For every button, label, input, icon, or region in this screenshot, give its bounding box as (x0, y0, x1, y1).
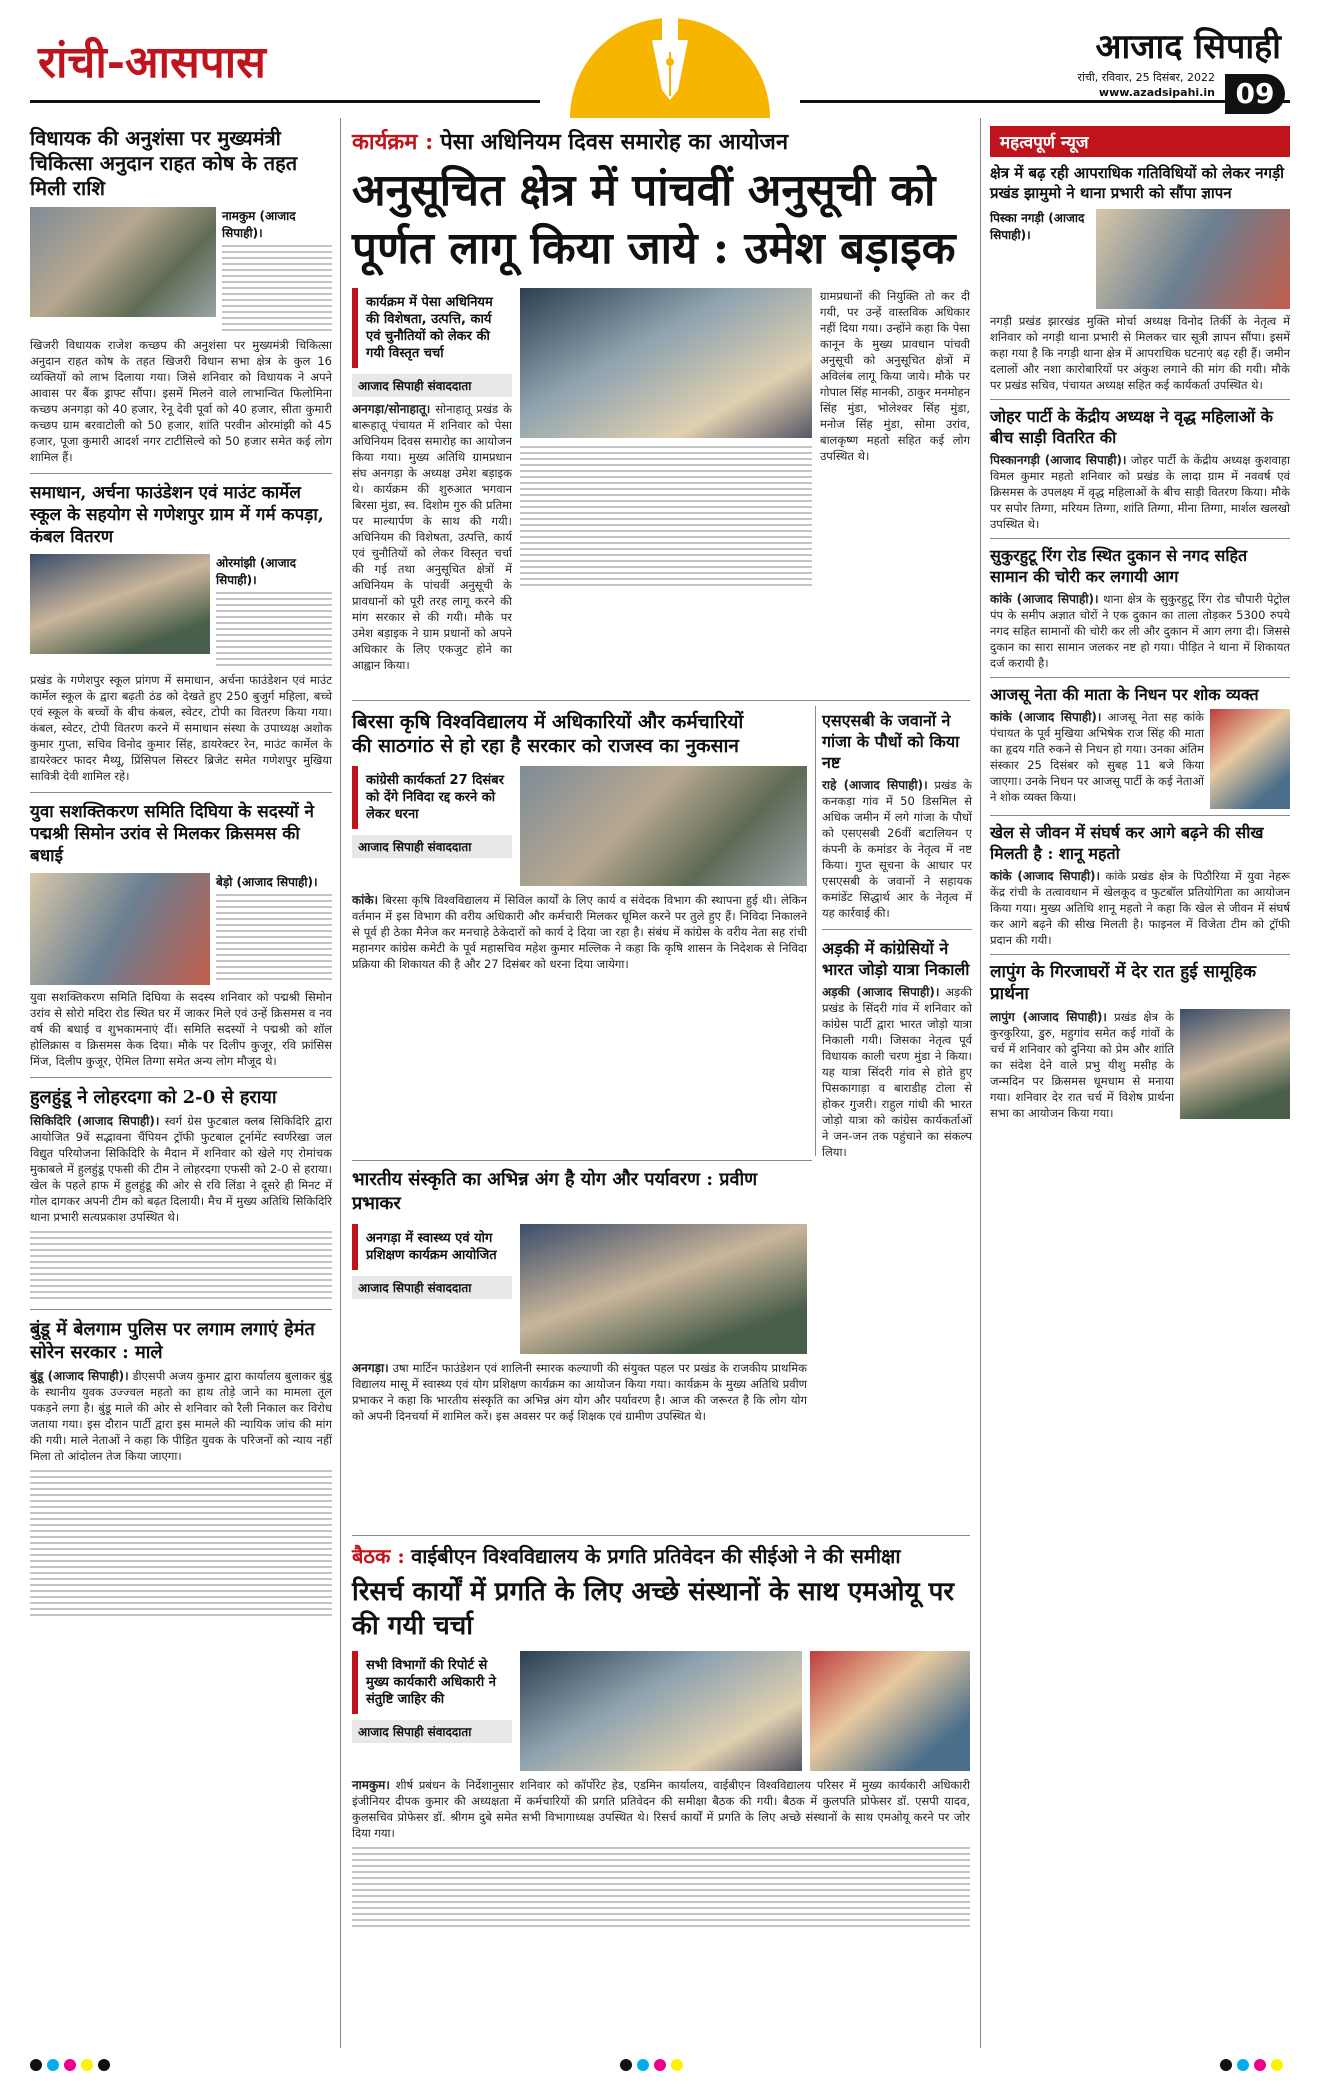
story-kicker: बैठक : (352, 1544, 405, 1568)
story-body: जोहर पार्टी के केंद्रीय अध्यक्ष कुशवाहा विमल कुमार महतो शनिवार को प्रखंड के लादा ग्राम में नववर्ष एवं क्रिसमस के उपलक्ष्य में वृद्ध महिलाओं के बीच साड़ी वितरण किया। मौके पर सपोर तिग्गा, मरियम तिग्गा, शांति तिग्गा, मीना तिग्गा, मार्शल खलखो उपस्थित थे। (990, 453, 1291, 531)
story-headline: भारतीय संस्कृति का अभिन्न अंग है योग और पर्यावरण : प्रवीण प्रभाकर (352, 1169, 758, 1214)
dateline-meta (1078, 70, 1215, 100)
column-divider (980, 118, 981, 2048)
masthead-date: रांची, रविवार, 25 दिसंबर, 2022 (1077, 71, 1215, 84)
story-dateline: कांके। (352, 893, 379, 907)
masthead-website: www.azadsipahi.in (1098, 86, 1215, 99)
story-body: आजसू नेता सह कांके पंचायत के पूर्व मुखिया अभिषेक राज सिंह की माता का हृदय गति रुकने से निधन हो गया। उनका अंतिम संस्कार 25 दिसंबर को सुबह 11 बजे किया जाएगा। उनके निधन पर आजसू पार्टी के कई नेताओं ने शोक व्यक्त किया। (990, 710, 1205, 804)
lead-body: सोनाहातू प्रखंड के बारूहातू पंचायत में शनिवार को पेसा अधिनियम दिवस समारोह का आयोजन किया गया। मुख्य अतिथि ग्रामप्रधान संघ अनगड़ा के अध्यक्ष उमेश बड़ाइक थे। कार्यक्रम की शुरुआत भगवान बिरसा मुंडा, स्व. दिशोम गुरु की प्रतिमा पर माल्यार्पण के साथ की गयी। अधिनियम की विशेषता, उत्पत्ति, कार्य एवं चुनौतियों को लेकर विस्तृत चर्चा की गई तथा अनुसूचित क्षेत्रों में अधिनियम के पांचवीं अनुसूची के प्रावधानों को पूरी तरह लागू करने की मांग सरकार से की गयी। मौके पर उमेश बड़ाइक ने ग्राम प्रधानों को अपने अधिकार के लिए एकजुट होने का आह्वान किया। (352, 402, 512, 672)
lead-photo (520, 288, 812, 438)
text-lines (216, 592, 332, 668)
story-dateline: अनगड़ा। (352, 1361, 389, 1375)
story-body: प्रखंड क्षेत्र के कुरकुरिया, डुरु, महुगांव समेत कई गांवों के चर्च में शनिवार को दुनिया को प्रेम और शांति का संदेश देने वाले प्रभु यीशु मसीह के जन्मदिन पर क्रिसमस धूमधाम से मनाया गया। शनिवार देर रात चर्च में विशेष प्रार्थना सभा का आयोजन किया गया। (990, 1010, 1175, 1120)
story-divider (352, 700, 970, 701)
pen-nib-logo (570, 0, 770, 118)
page-number: 09 (1225, 74, 1285, 114)
story-divider (990, 538, 1290, 539)
story-headline: समाधान, अर्चना फाउंडेशन एवं माउंट कार्मेल स्कूल के सहयोग से गणेशपुर ग्राम में गर्म कपड़ा, कंबल वितरण (30, 483, 324, 547)
story-divider (822, 929, 972, 930)
story-photo (810, 1651, 970, 1771)
story-headline-line1: बिरसा कृषि विश्वविद्यालय में अधिकारियों और कर्मचारियों (352, 711, 744, 733)
story-dateline: अड़की (आजाद सिपाही)। (822, 985, 940, 999)
story-dateline: लापुंग (आजाद सिपाही)। (990, 1010, 1107, 1024)
story-headline: जोहर पार्टी के केंद्रीय अध्यक्ष ने वृद्ध महिलाओं के बीच साड़ी वितरित की (990, 407, 1273, 447)
print-registration-marks (1220, 2059, 1283, 2073)
story-body: नगड़ी प्रखंड झारखंड मुक्ति मोर्चा अध्यक्ष विनोद तिर्की के नेतृत्व में शनिवार को नगड़ी थाना प्रभारी से मिलकर चार सूत्री ज्ञापन सौंपा। इसमें कहा गया है कि नगड़ी थाना क्षेत्र में आपराधिक घटनाएं बढ़ रही हैं। जमीन दलालों और नशा कारोबारियों पर अंकुश लगाने की मांग की गयी। मौके पर प्रखंड सचिव, पंचायत अध्यक्ष सहित कई कार्यकर्ता उपस्थित थे। (990, 314, 1290, 392)
masthead-rule (30, 100, 540, 103)
story-dateline: सिकिदिरि (आजाद सिपाही)। (30, 1114, 160, 1128)
story-reporter: आजाद सिपाही संवाददाता (352, 835, 512, 858)
story-dateline: पिस्कानगड़ी (आजाद सिपाही)। (990, 453, 1127, 467)
story-photo (30, 554, 210, 654)
story-divider (990, 815, 1290, 816)
story-body: अड़की प्रखंड के सिंदरी गांव में शनिवार को कांग्रेस पार्टी द्वारा भारत जोड़ो यात्रा निकाली गयी। जिसका नेतृत्व पूर्व विधायक काली चरण मुंडा ने किया। यह यात्रा सिंदरी गांव से होते हुए पिसकागाड़ा व बाराडीह टोला से होकर गुजरी। राहुल गांधी की भारत जोड़ो यात्रा को कांग्रेस कार्यकर्ताओं ने जन-जन तक पहुंचाने का संकल्प लिया। (822, 985, 973, 1159)
story-divider (30, 473, 332, 474)
story-photo (30, 873, 210, 985)
narrow-column (822, 710, 972, 1160)
portrait-photo (1210, 709, 1290, 809)
story-photo (1180, 1009, 1290, 1119)
story-body: प्रखंड के गणेशपुर स्कूल प्रांगण में समाधान, अर्चना फाउंडेशन एवं माउंट कार्मेल स्कूल के द्वारा बढ़ती ठंड को देखते हुए 250 बुजुर्ग महिला, बच्चे एवं स्कूल के बच्चों के बीच कंबल, स्वेटर, टोपी का वितरण किया गया। कंबल, स्वेटर, टोपी वितरण करने में समाधान संस्था के उपाध्यक्ष अशोक कुमार गुप्ता, सचिव विनोद कुमार सिंह, डायरेक्टर रेन, माउंट कार्मेल के डायरेक्टर फादर मैथ्यू, प्रिंसिपल सिस्टर ब्रिजेट समेत गणेशपुर मुखिया सावित्री देवी शामिल रहे। (30, 673, 332, 783)
lead-dateline: अनगड़ा/सोनाहातू। (352, 402, 431, 416)
story-divider (352, 1535, 970, 1536)
story-callout: कांग्रेसी कार्यकर्ता 27 दिसंबर को देंगे निविदा रद्द करने को लेकर धरना (352, 766, 512, 829)
sidebar (990, 126, 1290, 1121)
story-divider (990, 954, 1290, 955)
story-headline-line2: की साठगांठ से हो रहा है सरकार को राजस्व का नुकसान (352, 735, 739, 757)
lead-callout: कार्यक्रम में पेसा अधिनियम की विशेषता, उत्पत्ति, कार्य एवं चुनौतियों को लेकर की गयी विस्तृत चर्चा (352, 288, 512, 368)
print-registration-marks (30, 2059, 110, 2073)
lead-story (352, 126, 970, 673)
story-body: डीएसपी अजय कुमार द्वारा कार्यालय बुलाकर बुंडू के स्थानीय युवक उज्ज्वल महतो का हाथ तोड़े जाने का मामला तूल पकड़ने लगा है। बुंडू माले की ओर से शनिवार को रैली निकाल कर विरोध जताया गया। इस दौरान पार्टी द्वारा इस मामले की न्यायिक जांच की मांग की गयी। माले नेताओं ने कहा कि पीड़ित युवक के परिजनों को न्याय नहीं मिला तो आंदोलन तेज किया जाएगा। (30, 1369, 333, 1463)
lead-reporter: आजाद सिपाही संवाददाता (352, 374, 512, 397)
story-headline: युवा सशक्तिकरण समिति दिघिया के सदस्यों ने पद्मश्री सिमोन उरांव से मिलकर क्रिसमस की बधाई (30, 802, 314, 866)
story-headline: एसएसबी के जवानों ने गांजा के पौधों को किया नष्ट (822, 711, 960, 772)
story-callout: सभी विभागों की रिपोर्ट से मुख्य कार्यकारी अधिकारी ने संतुष्टि जाहिर की (352, 1651, 512, 1714)
story-dateline: कांके (आजाद सिपाही)। (990, 869, 1101, 883)
story-divider (30, 792, 332, 793)
story-dateline: बेड़ो (आजाद सिपाही)। (216, 875, 318, 889)
story-divider (990, 399, 1290, 400)
story-reporter: आजाद सिपाही संवाददाता (352, 1720, 512, 1743)
story-headline: अड़की में कांग्रेसियों ने भारत जोड़ो यात्रा निकाली (822, 939, 970, 979)
column-divider (340, 118, 341, 2048)
left-column (30, 126, 332, 1620)
story-photo (1096, 209, 1290, 309)
story-headline: आजसू नेता की माता के निधन पर शोक व्यक्त (990, 685, 1259, 704)
story-dateline: ओरमांझी (आजाद सिपाही)। (216, 556, 296, 587)
story-headline: बुंडू में बेलगाम पुलिस पर लगाम लगाएं हेमंत सोरेन सरकार : माले (30, 1319, 315, 1363)
story-headline: हुलहुंडू ने लोहरदगा को 2-0 से हराया (30, 1087, 277, 1108)
birsa-story (352, 710, 807, 972)
lead-headline-line1: अनुसूचित क्षेत्र में पांचवीं अनुसूची को (352, 165, 936, 216)
story-dateline: कांके (आजाद सिपाही)। (990, 710, 1102, 724)
story-body: शीर्ष प्रबंधन के निर्देशानुसार शनिवार को कॉर्पोरेट हेड, एडमिन कार्यालय, वाईबीएन विश्वविद्यालय परिसर में मुख्य कार्यकारी अधिकारी इंजीनियर दीपक कुमार की अध्यक्षता में कर्मचारियों की प्रगति प्रतिवेदन की समीक्षा बैठक की गयी। बैठक में कुलपति प्रोफेसर डॉ. एसपी यादव, कुलसचिव प्रोफेसर डॉ. श्रीगम दुबे समेत सभी विभागाध्यक्ष उपस्थित थे। रिसर्च कार्यों में प्रगति के लिए अच्छे संस्थानों के साथ एमओयू करने पर जोर दिया गया। (352, 1778, 971, 1840)
story-dateline: राहे (आजाद सिपाही)। (822, 778, 928, 792)
lead-headline-line2: पूर्णत लागू किया जाये : उमेश बड़ाइक (352, 223, 956, 274)
text-lines (520, 446, 812, 586)
yoga-story (352, 1168, 807, 1424)
text-lines (222, 245, 332, 333)
story-photo (520, 1224, 807, 1354)
story-headline: विधायक की अनुशंसा पर मुख्यमंत्री चिकित्सा अनुदान राहत कोष के तहत मिली राशि (30, 126, 298, 200)
masthead-rule (800, 100, 1290, 103)
story-dateline: बुंडू (आजाद सिपाही)। (30, 1369, 129, 1383)
story-photo (30, 207, 216, 317)
story-body: युवा सशक्तिकरण समिति दिघिया के सदस्य शनिवार को पद्मश्री सिमोन उरांव से सोरो मदिरा रोड स्थित घर में जाकर मिले एवं उन्हें क्रिसमस व नव वर्ष की बधाई व शुभकामनाएं दीं। समिति सदस्यों ने पद्मश्री को शॉल होलिक्रास व क्रिसमस केक दिया। मौके पर दिलीप कुजूर, रवि फ्रांसिस मिंज, दिलीप कुजूर, ऐमिल तिग्गा समेत अन्य लोग मौजूद थे। (30, 990, 332, 1068)
story-headline: क्षेत्र में बढ़ रही आपराधिक गतिविधियों को लेकर नगड़ी प्रखंड झामुमो ने थाना प्रभारी को सौंपा ज्ञापन (990, 164, 1284, 202)
story-headline: खेल से जीवन में संघर्ष कर आगे बढ़ने की सीख मिलती है : शानू महतो (990, 823, 1264, 863)
text-lines (216, 894, 332, 982)
story-body: कांके प्रखंड क्षेत्र के पिठौरिया में युवा नेहरू केंद्र रांची के तत्वावधान में खेलकूद व फुटबॉल प्रतियोगिता का आयोजन किया गया। मुख्य अतिथि शानू महतो ने कहा कि खेल से जीवन में संघर्ष कर आगे बढ़ने की सीख मिलती है। फाइनल में विजेता टीम को ट्रॉफी प्रदान की गयी। (990, 869, 1291, 947)
story-photo (520, 766, 807, 886)
story-divider (30, 1077, 332, 1078)
story-callout: अनगड़ा में स्वास्थ्य एवं योग प्रशिक्षण कार्यक्रम आयोजित (352, 1224, 512, 1270)
section-title: रांची-आसपास (38, 37, 266, 88)
column-divider (815, 706, 816, 1156)
story-headline: सुकुरहुटू रिंग रोड स्थित दुकान से नगद सहित सामान की चोरी कर लगायी आग (990, 546, 1248, 586)
story-divider (30, 1309, 332, 1310)
text-lines (30, 1231, 332, 1301)
ybn-story (352, 1542, 970, 1927)
story-photo (520, 1651, 802, 1771)
text-lines (352, 1847, 970, 1927)
story-body: प्रखंड के कनकड़ा गांव में 50 डिसमिल से अधिक जमीन में लगे गांजा के पौधों को एसएसबी 26वीं बटालियन ए कंपनी के कमांडर के नेतृत्व में नष्ट किया। गुप्त सूचना के आधार पर एसएसबी के जवानों ने सहायक कमांडेंट सिद्धार्थ आर के नेतृत्व में यह कार्रवाई की। (822, 778, 973, 920)
text-lines (30, 1470, 332, 1620)
sidebar-heading: महत्वपूर्ण न्यूज (990, 126, 1290, 157)
story-kicker-rest: वाईबीएन विश्वविद्यालय के प्रगति प्रतिवेदन की सीईओ ने की समीक्षा (411, 1544, 901, 1568)
print-registration-marks (620, 2059, 683, 2073)
lead-body-continued: ग्रामप्रधानों की नियुक्ति तो कर दी गयी, पर उन्हें वास्तविक अधिकार नहीं दिया गया। उन्होंने कहा कि पेसा कानून के मुख्य प्रावधान पांचवी अनुसूची को अनुसूचित क्षेत्रों में अविलंब लागू किया जाये। मौके पर गोपाल सिंह मानकी, ठाकुर मनमोहन सिंह मुंडा, भोलेश्वर सिंह मुंडा, मनोज सिंह मुंडा, सोमा उरांव, बालकृष्ण महतो सहित कई लोग उपस्थित थे। (820, 289, 970, 463)
story-divider (990, 677, 1290, 678)
lead-kicker-rest: पेसा अधिनियम दिवस समारोह का आयोजन (440, 129, 789, 155)
story-body: स्वर्ग ग्रेस फुटबाल क्लब सिकिदिरि द्वारा आयोजित 9वें सद्भावना चैंपियन ट्रॉफी फुटबाल टूर्नामेंट स्वर्णरेखा जल विद्युत परियोजना सिकिदिरि के मैदान में शनिवार को खेले गए रोमांचक मुकाबले में हुलहुंडू एफसी की टीम ने लोहरदगा एफसी को 2-0 से हराया। खेल के पहले हाफ में हुलहुंडू की ओर से रवि लिंडा ने दूसरे ही मिनट में गोल दागकर अपनी टीम को बढ़त दिलायी। मैच में मुख्य अतिथि सिकिदिरि थाना प्रभारी सत्यप्रकाश उपस्थित थे। (30, 1114, 333, 1224)
story-dateline: पिस्का नगड़ी (आजाद सिपाही)। (990, 211, 1085, 242)
story-divider (352, 1160, 812, 1161)
story-body: थाना क्षेत्र के सुकुरहुटू रिंग रोड चौपारी पेट्रोल पंप के समीप अज्ञात चोरों ने एक दुकान का ताला तोड़कर 5300 रुपये नगद सहित सामानों की चोरी कर ली और दुकान में आग लगा दी। जिससे दुकान का सारा सामान जलकर नष्ट हो गया। पीड़ित ने थाना में शिकायत दर्ज करायी है। (990, 592, 1291, 670)
story-body: खिजरी विधायक राजेश कच्छप की अनुशंसा पर मुख्यमंत्री चिकित्सा अनुदान राहत कोष के तहत खिजरी विधान सभा क्षेत्र के कुल 16 व्यक्तियों को लाभ दिलाया गया। जिसे शनिवार को विधायक ने अपने आवास पर बैंक ड्राफ्ट सौंपा। इसमें मिलने वाले लाभान्वित फिलोमिना कच्छप अनगड़ा को 40 हजार, रेनू देवी पूर्वा को 40 हजार, सीता कुमारी कच्छप ग्राम बरवाटोली को 50 हजार, शांति परवीन ओरमांझी को 45 हजार, पूजा कुमारी आदर्श नगर टाटीसिल्वे को 50 हजार समेत कई लोग शामिल हैं। (30, 338, 332, 464)
story-dateline: नामकुम। (352, 1778, 390, 1792)
lead-kicker: कार्यक्रम : (352, 129, 434, 155)
story-body: बिरसा कृषि विश्वविद्यालय में सिविल कार्यों के लिए कार्य व संवेदक विभाग की स्थापना हुई थी। लेकिन वर्तमान में इस विभाग की वरीय अधिकारी और कर्मचारी मिलकर धूमिल करने पर तुले हुए हैं। निविदा निकालने से पूर्व ही ठेका मैनेज कर मनचाहे ठेकेदारों को कार्य दे दिया जा रहा है। संबंध में कांग्रेस के वरीय नेता सह रांची महानगर कांग्रेस कमेटी के पूर्व महासचिव महेश कुमार मल्लिक ने कहा कि कृषि शासन के निदेशक से निविदा प्रक्रिया की शिकायत की है और 27 दिसंबर को धरना दिया जायेगा। (352, 893, 808, 971)
paper-name: आजाद सिपाही (1095, 27, 1281, 67)
story-headline: रिसर्च कार्यों में प्रगति के लिए अच्छे संस्थानों के साथ एमओयू पर की गयी चर्चा (352, 1577, 955, 1641)
story-reporter: आजाद सिपाही संवाददाता (352, 1276, 512, 1299)
story-headline: लापुंग के गिरजाघरों में देर रात हुई सामूहिक प्रार्थना (990, 962, 1257, 1004)
story-dateline: कांके (आजाद सिपाही)। (990, 592, 1099, 606)
story-dateline: नामकुम (आजाद सिपाही)। (222, 209, 296, 240)
story-body: उषा मार्टिन फाउंडेशन एवं शालिनी स्मारक कल्याणी की संयुक्त पहल पर प्रखंड के राजकीय प्राथमिक विद्यालय मासू में स्वास्थ्य एवं योग प्रशिक्षण कार्यक्रम का आयोजन किया गया। कार्यक्रम के मुख्य अतिथि प्रवीण प्रभाकर ने कहा कि भारतीय संस्कृति का अभिन्न अंग योग और पर्यावरण है। आज की जरूरत है कि लोग योग को अपनी दिनचर्या में शामिल करें। इस अवसर पर कई शिक्षक एवं ग्रामीण उपस्थित थे। (352, 1361, 808, 1423)
